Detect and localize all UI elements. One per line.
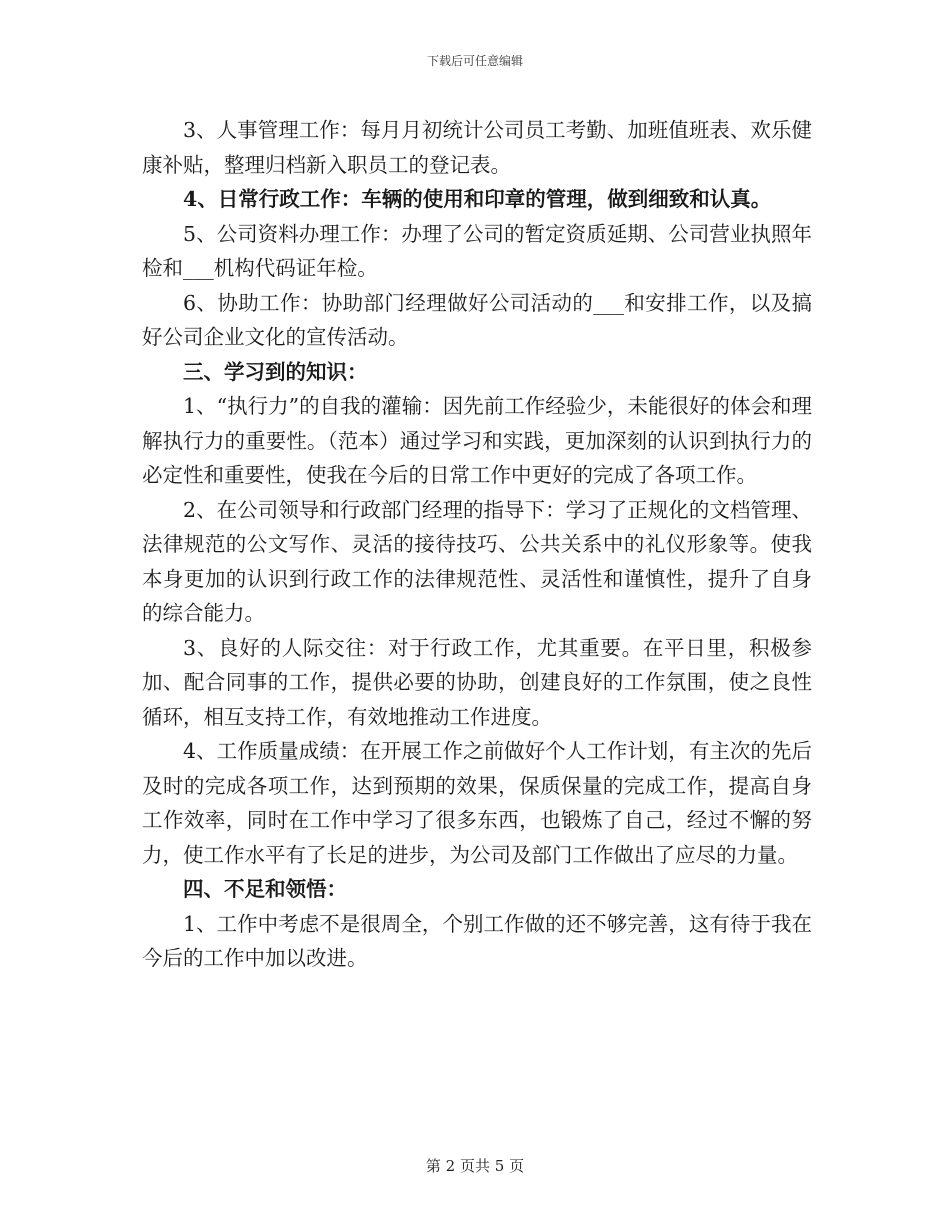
- section-heading-shortcomings: 四、不足和领悟：: [183, 877, 347, 901]
- paragraph-assist-work: 6、协助工作：协助部门经理做好公司活动的___和安排工作，以及搞好公司企业文化的宣传活动。: [142, 290, 812, 349]
- paragraph-daily-admin: 4、日常行政工作：车辆的使用和印章的管理，做到细致和认真。: [183, 187, 772, 211]
- paragraph-guidance: 2、在公司领导和行政部门经理的指导下：学习了正规化的文档管理、法律规范的公文写作、灵活的接待技巧、公共关系中的礼仪形象等。使我本身更加的认识到行政工作的法律规范性、灵活性和谨慎性，提升了自身的综合能力。: [142, 497, 812, 625]
- paragraph-improvement: 1、工作中考虑不是很周全，个别工作做的还不够完善，这有待于我在今后的工作中加以改进。: [142, 911, 812, 970]
- section-heading-knowledge: 三、学习到的知识：: [183, 359, 368, 384]
- paragraph-execution: 1、“执行力”的自我的灌输：因先前工作经验少，未能很好的体会和理解执行力的重要性。（范本）通过学习和实践，更加深刻的认识到执行力的必定性和重要性，使我在今后的日常工作中更好的完成了各项工作。: [142, 394, 812, 487]
- page-footer: 第 2 页共 5 页: [425, 1157, 525, 1175]
- paragraph-work-quality: 4、工作质量成绩：在开展工作之前做好个人工作计划，有主次的先后及时的完成各项工作，达到预期的效果，保质保量的完成工作，提高自身工作效率，同时在工作中学习了很多东西，也锻炼了自己，经过不懈的努力，使工作水平有了长足的进步，为公司及部门工作做出了应尽的力量。: [142, 739, 812, 867]
- document-body: [142, 113, 812, 976]
- paragraph-interpersonal: 3、良好的人际交往：对于行政工作，尤其重要。在平日里，积极参加、配合同事的工作，提供必要的协助，创建良好的工作氛围，使之良性循环，相互支持工作，有效地推动工作进度。: [142, 635, 812, 729]
- page-header: 下载后可任意编辑: [426, 54, 523, 68]
- paragraph-company-documents: 5、公司资料办理工作：办理了公司的暂定资质延期、公司营业执照年检和___机构代码证年检。: [142, 221, 812, 280]
- paragraph-hr-management: 3、人事管理工作：每月月初统计公司员工考勤、加班值班表、欢乐健康补贴，整理归档新入职员工的登记表。: [142, 118, 812, 177]
